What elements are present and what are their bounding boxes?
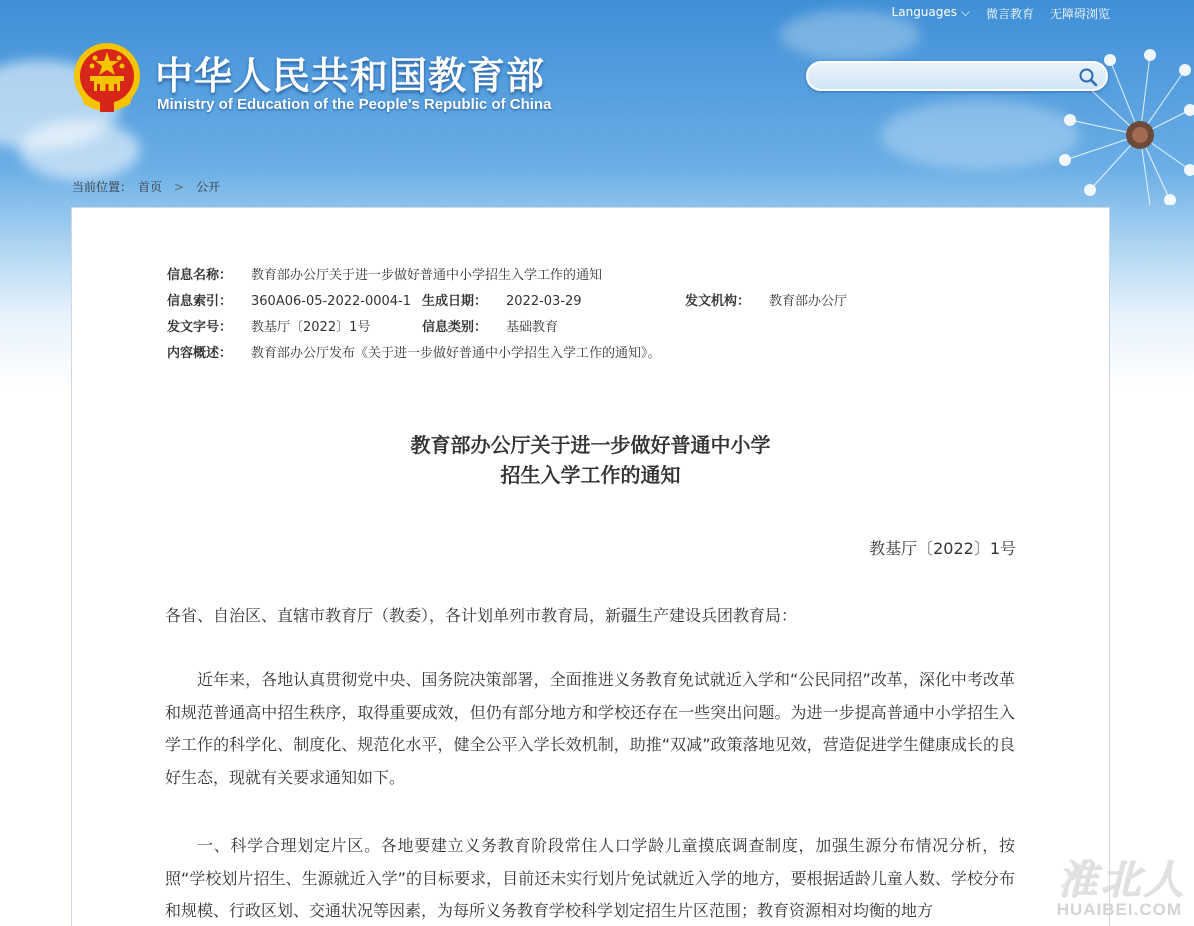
meta-name-value: 教育部办公厅关于进一步做好普通中小学招生入学工作的通知: [251, 268, 603, 283]
chevron-down-icon: ⌵: [960, 5, 970, 19]
search-box: [806, 61, 1108, 91]
meta-org-label: 发文机构：: [685, 294, 751, 309]
search-input[interactable]: [820, 65, 1070, 87]
meta-category-label: 信息类别：: [422, 320, 488, 335]
article-salutation: 各省、自治区、直辖市教育厅（教委），各计划单列市教育局，新疆生产建设兵团教育局：: [165, 606, 798, 625]
meta-index-label: 信息索引：: [167, 294, 233, 309]
meta-summary-label: 内容概述：: [167, 346, 233, 361]
breadcrumb-current[interactable]: 公开: [196, 180, 221, 194]
meta-docno-value: 教基厅〔2022〕1号: [251, 320, 371, 335]
article-paragraph: 近年来，各地认真贯彻党中央、国务院决策部署，全面推进义务教育免试就近入学和“公民同招”改革，深化中考改革和规范普通高中招生秩序，取得重要成效，但仍有部分地方和学校还存在一些突出问题。为进一步提高普通中小学招生入学工作的科学化、制度化、规范化水平，健全公平入学长效机制，助推“双减”政策落地见效，营造促进学生健康成长的良好生态，现就有关要求通知如下。: [165, 670, 1015, 787]
weibo-link[interactable]: 微言教育: [985, 7, 1034, 21]
breadcrumb-separator: >: [174, 179, 185, 194]
article-title-line2: 招生入学工作的通知: [500, 463, 681, 487]
top-navigation: [892, 5, 1110, 22]
watermark-domain: HUAIBEI.COM: [1056, 900, 1182, 919]
meta-index-value: 360A06-05-2022-0004-1: [251, 294, 411, 309]
article-paragraph: 一、科学合理划定片区。各地要建立义务教育阶段常住人口学龄儿童摸底调查制度，加强生源分布情况分析，按照“学校划片招生、生源就近入学”的目标要求，目前还未实行划片免试就近入学的地方，要根据适龄儿童人数、学校分布和规模、行政区划、交通状况等因素，为每所义务教育学校科学划定招生片区范围；教育资源相对均衡的地方: [165, 836, 1015, 920]
languages-menu[interactable]: [892, 5, 970, 22]
watermark-text: 淮北人: [1057, 857, 1186, 903]
meta-org-value: 教育部办公厅: [769, 294, 848, 309]
national-emblem-icon: [72, 42, 142, 114]
meta-date-value: 2022-03-29: [506, 294, 582, 309]
document-number: 教基厅〔2022〕1号: [869, 539, 1016, 558]
site-title[interactable]: 中华人民共和国教育部: [155, 54, 546, 98]
site-header: [0, 0, 1194, 205]
article-title: [72, 430, 1109, 490]
watermark: [975, 848, 1190, 926]
accessibility-link[interactable]: 无障碍浏览: [1049, 7, 1110, 21]
meta-date-label: 生成日期：: [422, 294, 488, 309]
article-container: [71, 207, 1110, 926]
breadcrumb-prefix: 当前位置：: [72, 180, 133, 194]
search-icon[interactable]: [1077, 66, 1099, 88]
cloud-decoration: [20, 120, 140, 180]
meta-summary-value: 教育部办公厅发布《关于进一步做好普通中小学招生入学工作的通知》。: [251, 346, 661, 361]
languages-label: Languages: [891, 5, 958, 19]
breadcrumb: [72, 178, 220, 195]
site-subtitle: Ministry of Education of the People's Republic of China: [157, 96, 552, 113]
breadcrumb-home[interactable]: 首页: [138, 180, 163, 194]
meta-docno-label: 发文字号：: [167, 320, 233, 335]
meta-category-value: 基础教育: [506, 320, 559, 335]
article-title-line1: 教育部办公厅关于进一步做好普通中小学: [410, 433, 771, 457]
meta-name-label: 信息名称：: [167, 268, 233, 283]
